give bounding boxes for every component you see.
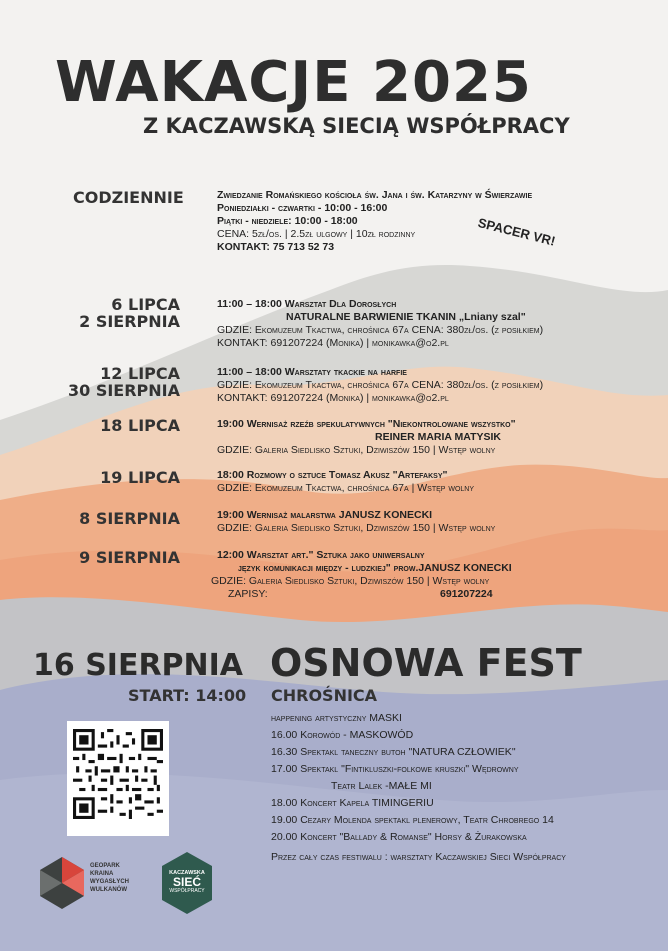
event-4-line-2: GDZIE: Ekomuzeum Tkactwa, chrośnica 67a | Wstęp wolny bbox=[217, 482, 475, 494]
daily-line-3: Piątki - niedziele: 10:00 - 18:00 bbox=[217, 215, 358, 227]
daily-line-2: Poniedziałki - czwartki - 10:00 - 16:00 bbox=[217, 202, 388, 214]
program-item: 16.30 Spektakl taneczny butoh "NATURA CZŁOWIEK" bbox=[271, 746, 516, 758]
program-item: Teatr Lalek -MAŁE MI bbox=[331, 780, 432, 792]
event-1-line-3: GDZIE: Ekomuzeum Tkactwa, chrośnica 67a CENA: 380zł/os. (z posiłkiem) bbox=[217, 324, 544, 336]
event-1-date-2: 2 SIERPNIA bbox=[79, 312, 180, 331]
event-3-date: 18 LIPCA bbox=[100, 416, 180, 435]
fest-program bbox=[271, 710, 554, 846]
program-item: 18.00 Koncert Kapela TIMINGERIU bbox=[271, 797, 434, 809]
geopark-line: WYGASŁYCH bbox=[90, 879, 129, 885]
geopark-logo-icon bbox=[38, 855, 86, 911]
event-6-line-1: 12:00 Warsztat art." Sztuka jako uniwersalny bbox=[217, 549, 425, 561]
event-6-line-2: język komunikacji między - ludzkiej" prow.JANUSZ KONECKI bbox=[238, 562, 512, 574]
event-1-date-1: 6 LIPCA bbox=[111, 295, 180, 314]
event-3-line-2: REINER MARIA MATYSIK bbox=[375, 431, 501, 443]
event-3-line-1: 19:00 Wernisaż rzeźb spekulatywnych "Niekontrolowane wszystko" bbox=[217, 418, 516, 430]
spacer-vr-badge: SPACER VR! bbox=[476, 215, 557, 249]
event-6-signup-label: ZAPISY: bbox=[228, 588, 268, 600]
event-5-line-1: 19:00 Wernisaż malarstwa JANUSZ KONECKI bbox=[217, 509, 433, 521]
geopark-line: KRAINA bbox=[90, 871, 114, 877]
event-2-date-1: 12 LIPCA bbox=[100, 364, 180, 383]
event-1-line-4: KONTAKT: 691207224 (Monika) | monikawka@o2.pl bbox=[217, 337, 449, 349]
qr-code[interactable] bbox=[67, 721, 169, 836]
kaczawska-siec-logo-text bbox=[160, 870, 214, 894]
fest-name: OSNOWA FEST bbox=[270, 641, 582, 685]
event-5-line-2: GDZIE: Galeria Siedlisko Sztuki, Dziwiszów 150 | Wstęp wolny bbox=[217, 522, 496, 534]
program-item: happening artystyczny MASKI bbox=[271, 712, 402, 724]
page-subtitle: Z KACZAWSKĄ SIECIĄ WSPÓŁPRACY bbox=[143, 114, 570, 138]
daily-line-5: KONTAKT: 75 713 52 73 bbox=[217, 241, 335, 253]
kaczawska-line-1: KACZAWSKA bbox=[169, 870, 205, 876]
program-item: 19.00 Cezary Molenda spektakl plenerowy, Teatr Chrobrego 14 bbox=[271, 814, 554, 826]
kaczawska-line-3: WSPÓŁPRACY bbox=[169, 888, 205, 894]
event-2-line-3: KONTAKT: 691207224 (Monika) | monikawka@o2.pl bbox=[217, 392, 449, 404]
daily-line-4: CENA: 5zł/os. | 2.5zł ulgowy | 10zł rodzinny bbox=[217, 228, 416, 240]
program-item: 20.00 Koncert "Ballady & Romanse" Horsy & Żurakowska bbox=[271, 831, 527, 843]
event-2-line-1: 11:00 – 18:00 Warsztaty tkackie na harfie bbox=[217, 366, 407, 378]
qr-code-icon bbox=[73, 729, 163, 819]
event-2-line-2: GDZIE: Ekomuzeum Tkactwa, chrośnica 67a CENA: 380zł/os. (z posiłkiem) bbox=[217, 379, 544, 391]
fest-footer: Przez cały czas festiwalu : warsztaty Kaczawskiej Sieci Współpracy bbox=[271, 851, 566, 863]
event-6-signup-phone: 691207224 bbox=[440, 588, 493, 600]
event-5-date: 8 SIERPNIA bbox=[79, 509, 180, 528]
fest-date: 16 SIERPNIA bbox=[33, 648, 244, 683]
geopark-line: GEOPARK bbox=[90, 863, 120, 869]
event-3-line-3: GDZIE: Galeria Siedlisko Sztuki, Dziwiszów 150 | Wstęp wolny bbox=[217, 444, 496, 456]
event-1-line-1: 11:00 – 18:00 Warsztat Dla Dorosłych bbox=[217, 298, 397, 310]
program-item: 16.00 Korowód - MASKOWÓD bbox=[271, 729, 414, 741]
fest-start: START: 14:00 bbox=[128, 686, 247, 705]
event-4-date: 19 LIPCA bbox=[100, 468, 180, 487]
page-title: WAKACJE 2025 bbox=[55, 50, 532, 115]
geopark-line: WULKANÓW bbox=[90, 887, 127, 893]
daily-label: CODZIENNIE bbox=[73, 188, 184, 207]
event-6-line-3: GDZIE: Galeria Siedlisko Sztuki, Dziwiszów 150 | Wstęp wolny bbox=[211, 575, 490, 587]
daily-line-1: Zwiedzanie Romańskiego kościoła św. Jana i św. Katarzyny w Świerzawie bbox=[217, 189, 533, 201]
event-2-date-2: 30 SIERPNIA bbox=[67, 381, 180, 400]
event-6-date: 9 SIERPNIA bbox=[79, 548, 180, 567]
event-1-line-2: NATURALNE BARWIENIE TKANIN „Lniany szal" bbox=[286, 311, 526, 323]
event-4-line-1: 18:00 Rozmowy o sztuce Tomasz Akusz "Artefaksy" bbox=[217, 469, 448, 481]
program-item: 17.00 Spektakl "Fintikluszki-folkowe kruszki" Wędrowny bbox=[271, 763, 519, 775]
geopark-logo-text bbox=[90, 862, 129, 894]
kaczawska-line-2: SIEĆ bbox=[172, 875, 201, 889]
fest-place: CHROŚNICA bbox=[271, 686, 378, 705]
